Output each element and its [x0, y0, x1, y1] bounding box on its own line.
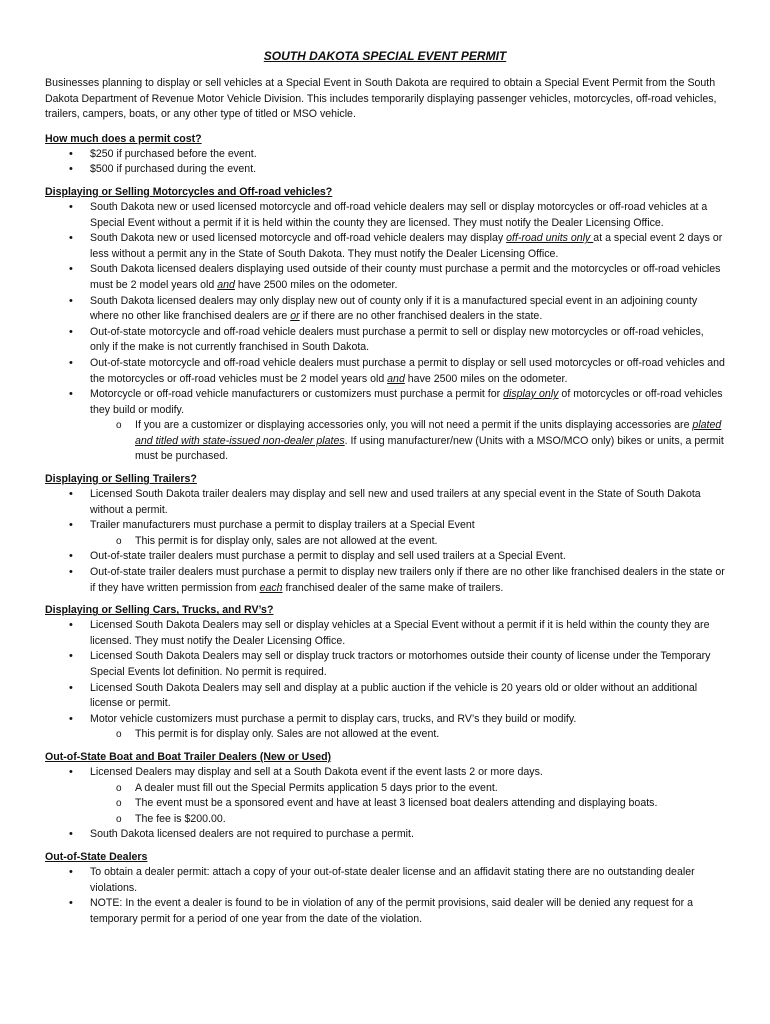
emphasis-text: plated and titled with state-issued non-dealer plates — [135, 419, 722, 447]
text-run: If you are a customizer or displaying accessories only, you will not need a permit if the units displaying accessories are — [135, 419, 693, 432]
list-item: • Motor vehicle customizers must purchase a permit to display cars, trucks, and RV’s they build or modify. — [45, 712, 725, 728]
list-item: • Licensed South Dakota trailer dealers may display and sell new and used trailers at any special event in the State of South Dakota without a permit. — [45, 487, 725, 518]
emphasis-text: off-road units only — [506, 232, 594, 245]
section-heading: Displaying or Selling Motorcycles and Off-road vehicles? — [45, 185, 333, 198]
list-item — [45, 231, 725, 262]
sub-list-item: o The fee is $200.00. — [45, 812, 725, 828]
text-run: franchised dealer of the same make of trailers. — [282, 581, 504, 594]
emphasis-text: and — [217, 278, 235, 291]
list-item: • $250 if purchased before the event. — [45, 147, 725, 163]
text-run: Out-of-state motorcycle and off-road vehicle dealers must purchase a permit to display or sell used motorcycles or off-road vehicles and the motorcycles or off-road vehicles must be 2 model years old — [90, 356, 725, 385]
list-item: • Licensed Dealers may display and sell at a South Dakota event if the event lasts 2 or more days. — [45, 765, 725, 781]
list-item — [45, 356, 725, 387]
emphasis-text: or — [290, 310, 300, 323]
emphasis-text: display only — [503, 388, 559, 401]
text-run: South Dakota licensed dealers displaying used outside of their county must purchase a permit and the motorcycles or off-road vehicles must be 2 model years old — [90, 263, 721, 291]
list-item: • Out-of-state motorcycle and off-road vehicle dealers must purchase a permit to sell or display new motorcycles or off-road vehicles, only if the make is not currently franchised in South Dakota. — [45, 325, 725, 356]
list-item: • Licensed South Dakota Dealers may sell and display at a public auction if the vehicle is 20 years old or older without an additional license or permit. — [45, 681, 725, 712]
text-run: . If using manufacturer/new (Units with a MSO/MCO only) bikes or units, a permit must be purchased. — [135, 434, 724, 463]
bullet-list — [45, 200, 725, 465]
list-item — [45, 262, 725, 293]
section-heading: How much does a permit cost? — [45, 132, 202, 145]
intro-paragraph: Businesses planning to display or sell vehicles at a Special Event in South Dakota are required to obtain a Special Event Permit from the South Dakota Department of Revenue Motor Vehicle Division. This includes temporarily displaying passenger vehicles, motorcycles, off-road vehicles, trailers, campers, boats, or any other type of titled or MSO vehicle. — [45, 77, 717, 121]
text-run: South Dakota new or used licensed motorcycle and off-road vehicle dealers may display — [90, 232, 507, 245]
list-item: • South Dakota licensed dealers are not required to purchase a permit. — [45, 827, 725, 843]
sub-list-item: o The event must be a sponsored event and have at least 3 licensed boat dealers attending and displaying boats. — [45, 796, 725, 812]
text-run: have 2500 miles on the odometer. — [404, 372, 568, 385]
bullet-list — [45, 618, 725, 743]
emphasis-text: each — [259, 581, 283, 594]
list-item: • $500 if purchased during the event. — [45, 162, 725, 178]
list-item: • South Dakota new or used licensed motorcycle and off-road vehicle dealers may sell or display motorcycles or off-road vehicles at a Special Event without a permit if it is held within the county they are licensed. They must notify the Dealer Licensing Office. — [45, 200, 725, 231]
section-heading: Displaying or Selling Cars, Trucks, and RV’s? — [45, 604, 274, 617]
section-motorcycles — [45, 184, 725, 465]
section-heading: Out-of-State Boat and Boat Trailer Dealers (New or Used) — [45, 750, 332, 763]
list-item: • Trailer manufacturers must purchase a permit to display trailers at a Special Event — [45, 518, 725, 534]
text-run: South Dakota licensed dealers may only display new out of county only if it is a manufactured special event in an adjoining county where no other like franchised dealers are — [90, 294, 698, 323]
text-run: if there are no other franchised dealers in the state. — [299, 310, 543, 323]
sub-list-item: o This permit is for display only, sales are not allowed at the event. — [45, 534, 725, 550]
sub-list-item: o This permit is for display only. Sales are not allowed at the event. — [45, 727, 725, 743]
section-cars — [45, 602, 725, 743]
section-heading: Displaying or Selling Trailers? — [45, 473, 197, 486]
section-cost — [45, 131, 725, 178]
page-title: SOUTH DAKOTA SPECIAL EVENT PERMIT — [263, 49, 507, 63]
list-item — [45, 387, 725, 418]
sub-list-item — [45, 418, 725, 465]
bullet-list — [45, 487, 725, 596]
text-run: of motorcycles or off-road vehicles they build or modify. — [90, 388, 723, 416]
list-item — [45, 565, 725, 596]
bullet-list — [45, 765, 725, 843]
list-item: • To obtain a dealer permit: attach a copy of your out-of-state dealer license and an affidavit stating there are no outstanding dealer violations. — [45, 865, 725, 896]
list-item: • Licensed South Dakota Dealers may sell or display truck tractors or motorhomes outside their county of license under the Temporary Special Events lot definition. No permit is required. — [45, 649, 725, 680]
text-run: Out-of-state trailer dealers must purchase a permit to display new trailers only if there are no other like franchised dealers in the state or if they have written permission from — [90, 566, 725, 594]
emphasis-text: and — [387, 372, 405, 385]
list-item: • Licensed South Dakota Dealers may sell or display vehicles at a Special Event without a permit if it is held within the county they are licensed. They must notify the Dealer Licensing Office. — [45, 618, 725, 649]
list-item — [45, 294, 725, 325]
sub-list-item: o A dealer must fill out the Special Permits application 5 days prior to the event. — [45, 781, 725, 797]
section-trailers — [45, 471, 725, 596]
text-run: have 2500 miles on the odometer. — [234, 278, 398, 291]
bullet-list — [45, 865, 725, 927]
list-item: • Out-of-state trailer dealers must purchase a permit to display and sell used trailers at a Special Event. — [45, 549, 725, 565]
section-heading: Out-of-State Dealers — [45, 850, 148, 863]
text-run: Motorcycle or off-road vehicle manufacturers or customizers must purchase a permit for — [90, 388, 504, 401]
section-boats — [45, 749, 725, 843]
text-run: at a special event 2 days or less without a permit any in the State of South Dakota. They must notify the Dealer Licensing Office. — [90, 232, 723, 260]
bullet-list — [45, 147, 725, 178]
section-out-of-state — [45, 849, 725, 927]
list-item: • NOTE: In the event a dealer is found to be in violation of any of the permit provisions, said dealer will be denied any request for a temporary permit for a period of one year from the date of the violation. — [45, 896, 725, 927]
